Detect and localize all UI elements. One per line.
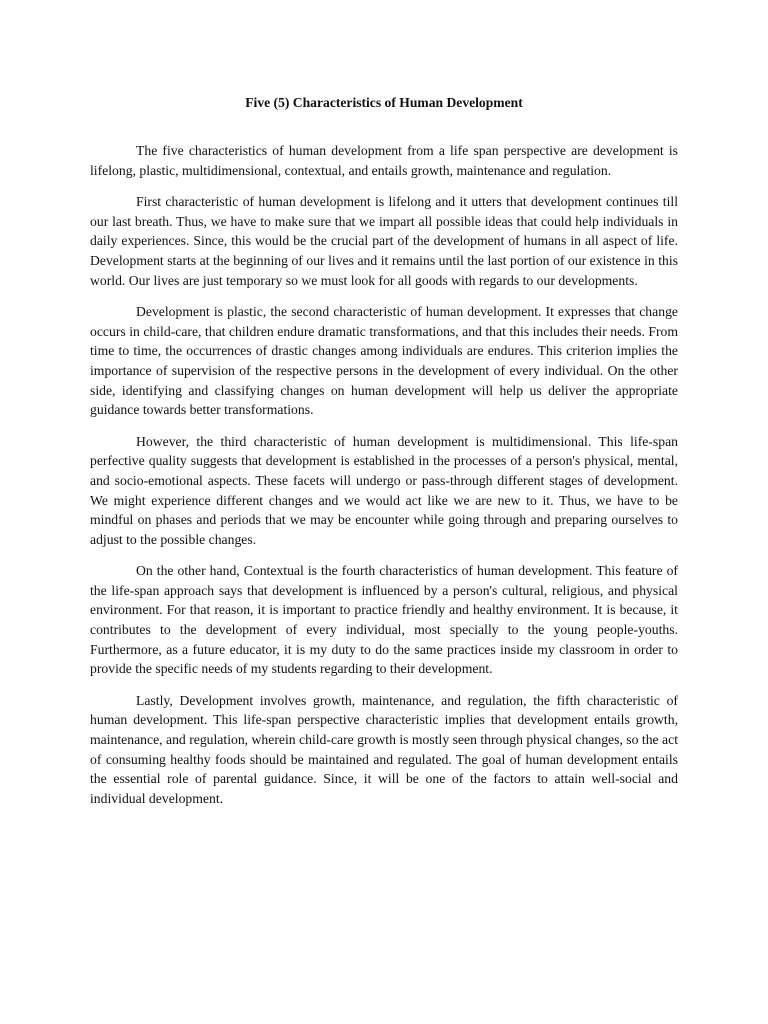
paragraph-multidimensional: However, the third characteristic of human development is multidimensional. This life-span perfective quality suggests that development is established in the processes of a person's physical, mental, and socio-emotional aspects. These facets will undergo or pass-through different stages of development. We might experience different changes and we would act like we are new to it. Thus, we have to be mindful on phases and periods that we may be encounter while going through and preparing ourselves to adjust to the possible changes. — [90, 433, 678, 547]
document-title: Five (5) Characteristics of Human Development — [245, 95, 523, 110]
paragraph-contextual: On the other hand, Contextual is the fourth characteristics of human development. This feature of the life-span approach says that development is influenced by a person's cultural, religious, and physical environment. For that reason, it is important to practice friendly and healthy environment. It is because, it contributes to the development of every individual, most specially to the young people-youths. Furthermore, as a future educator, it is my duty to do the same practices inside my classroom in order to provide the specific needs of my students regarding to their development. — [90, 563, 678, 677]
paragraph-growth-maintenance-regulation: Lastly, Development involves growth, maintenance, and regulation, the fifth characteristic of human development. This life-span perspective characteristic implies that development entails growth, maintenance, and regulation, wherein child-care growth is mostly seen through physical changes, so the act of consuming healthy foods should be maintained and regulated. The goal of human development entails the essential role of parental guidance. Since, it will be one of the factors to attain well-social and individual development. — [90, 692, 678, 806]
paragraph-lifelong: First characteristic of human development is lifelong and it utters that development continues till our last breath. Thus, we have to make sure that we impart all possible ideas that could help individuals in daily experiences. Since, this would be the crucial part of the development of humans in all aspect of life. Development starts at the beginning of our lives and it remains until the last portion of our existence in this world. Our lives are just temporary so we must look for all goods with regards to our developments. — [90, 194, 678, 288]
paragraph-intro: The five characteristics of human development from a life span perspective are development is lifelong, plastic, multidimensional, contextual, and entails growth, maintenance and regulation. — [90, 143, 678, 178]
paragraph-plastic: Development is plastic, the second characteristic of human development. It expresses that change occurs in child-care, that children endure dramatic transformations, and that this includes their needs. From time to time, the occurrences of drastic changes among individuals are endures. This criterion implies the importance of supervision of the respective persons in the development of every individual. On the other side, identifying and classifying changes on human development will help us deliver the appropriate guidance towards better transformations. — [90, 304, 678, 418]
document-body — [90, 141, 678, 820]
